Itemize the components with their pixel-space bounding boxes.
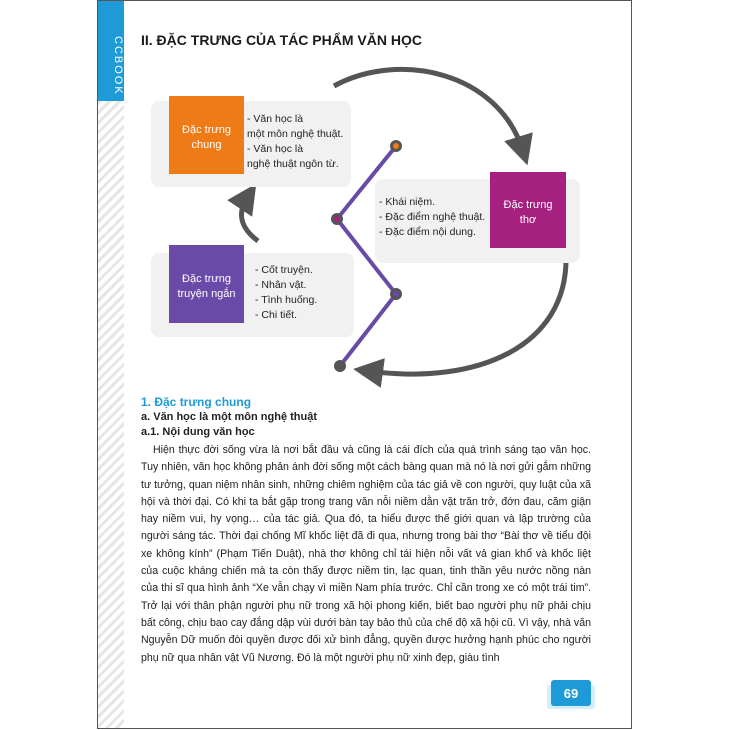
- poetry-item: - Đặc điểm nghệ thuật.: [379, 211, 486, 223]
- general-item: một môn nghệ thuật.: [247, 128, 344, 140]
- section-title: II. ĐẶC TRƯNG CỦA TÁC PHẨM VĂN HỌC: [141, 32, 422, 48]
- poetry-badge: [490, 172, 566, 248]
- story-badge: [169, 245, 244, 323]
- general-list: [247, 112, 343, 172]
- arrow-top-curve: [334, 69, 523, 151]
- general-item: - Văn học là: [247, 143, 304, 155]
- general-item: - Văn học là: [247, 113, 304, 125]
- story-item: - Cốt truyện.: [255, 264, 313, 276]
- general-badge: [169, 96, 244, 174]
- poetry-badge-label: Đặc trưng thơ: [503, 199, 553, 226]
- arrow-up: [241, 196, 258, 241]
- arrow-bottom-curve: [368, 256, 566, 374]
- main-content: [141, 394, 591, 667]
- book-page: [97, 0, 632, 729]
- heading-2a: a. Văn học là một môn nghệ thuật: [141, 411, 318, 423]
- poetry-list: [379, 195, 485, 240]
- story-item: - Tình huống.: [255, 294, 318, 306]
- general-badge-label: Đặc trưng chung: [182, 124, 231, 151]
- story-list: [255, 263, 317, 323]
- story-badge-label: Đặc trưng truyện ngắn: [177, 273, 236, 300]
- side-tab-label: CCBOOK: [112, 36, 124, 96]
- heading-2b: a.1. Nội dung văn học: [141, 426, 255, 438]
- story-item: - Nhân vật.: [255, 279, 307, 291]
- poetry-item: - Khái niệm.: [379, 196, 436, 208]
- heading-1: 1. Đặc trưng chung: [141, 395, 252, 409]
- poetry-item: - Đặc điểm nội dung.: [379, 226, 476, 238]
- body-paragraph: Hiện thực đời sống vừa là nơi bắt đầu và cũng là cái đích của quá trình sáng tạo văn học. Tuy nhiên, văn học không phản ánh đời sống một cách bàng quan mà nó là nơi gửi gắm những tư tưởng, quan niệm nhân sinh, những chiêm nghiệm của tác giả về con người, quy luật của xã hội và thời đại. Có khi ta bắt gặp trong trang văn nỗi niềm dằn vặt trăn trở, đớn đau, căm giận hay niềm vui, hy vọng… của tác giả. Qua đó, ta hiểu được thế giới quan và lập trường của người sáng tác. Thời đại chống Mĩ khốc liệt đã đi qua, nhưng trong bài thơ “Bài thơ về tiểu đội xe không kính” (Phạm Tiến Duật), nhà thơ không chỉ tái hiện nỗi vất vả gian khổ và khốc liệt của cuộc kháng chiến mà ta còn thấy được niềm tin, lạc quan, tinh thần yêu nước nồng nàn của thi sĩ qua hình ảnh “Xe vẫn chạy vì miền Nam phía trước. Chỉ cần trong xe có một trái tim”. Trở lại với thân phận người phụ nữ trong xã hội phong kiến, biết bao người phụ nữ phải chịu bất công, chịu bao cay đắng dập vùi dưới bàn tay bảo thủ của chế độ xã hội cũ. Vì vậy, nhà văn Nguyễn Dữ muốn đòi quyền được đối xử bình đẳng, quyền được hưởng hạnh phúc cho người phụ nữ qua nhân vật Vũ Nương. Đó là một người phụ nữ xinh đẹp, giàu tình: [141, 444, 591, 664]
- general-item: nghệ thuật ngôn từ.: [247, 158, 339, 170]
- page-number: 69: [551, 680, 591, 706]
- node-bottom: [334, 360, 346, 372]
- story-item: - Chi tiết.: [255, 309, 298, 321]
